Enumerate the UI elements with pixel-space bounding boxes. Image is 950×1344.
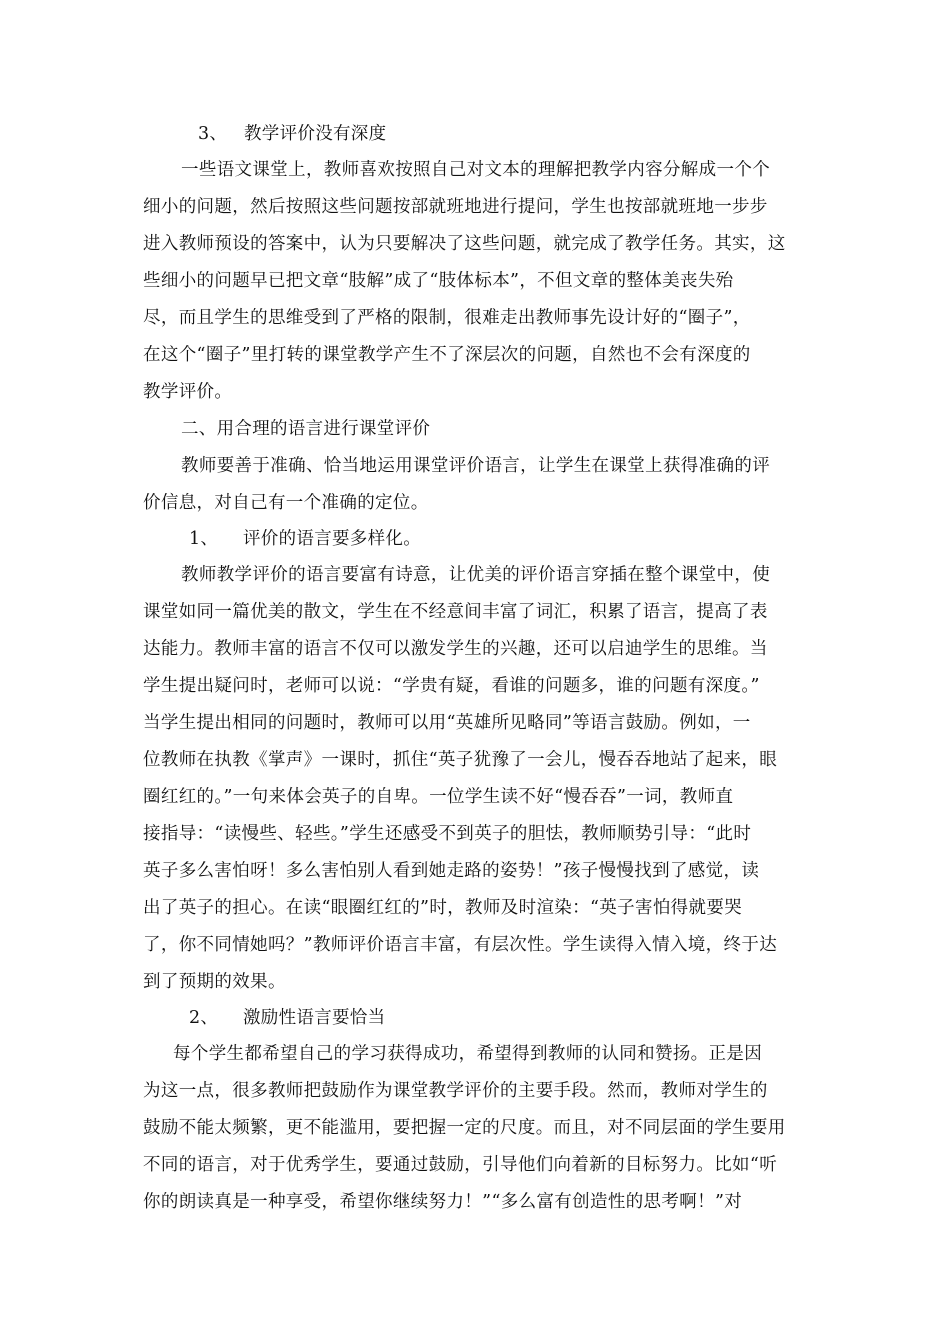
paragraph-line: 为这一点，很多教师把鼓励作为课堂教学评价的主要手段。然而，教师对学生的	[143, 1081, 768, 1101]
section-number: 1、	[189, 529, 219, 549]
paragraph-line: 每个学生都希望自己的学习获得成功，希望得到教师的认同和赞扬。正是因	[173, 1044, 763, 1064]
paragraph-line: 在这个“圈子”里打转的课堂教学产生不了深层次的问题，自然也不会有深度的	[143, 345, 751, 365]
paragraph-line: 尽，而且学生的思维受到了严格的限制，很难走出教师事先设计好的“圈子”，	[143, 308, 751, 328]
paragraph-line: 价信息，对自己有一个准确的定位。	[143, 493, 429, 513]
paragraph-line: 不同的语言，对于优秀学生，要通过鼓励，引导他们向着新的目标努力。比如“听	[143, 1155, 778, 1175]
paragraph-line: 英子多么害怕呀！多么害怕别人看到她走路的姿势！”孩子慢慢找到了感觉，读	[143, 861, 760, 881]
paragraph-line: 位教师在执教《掌声》一课时，抓住“英子犹豫了一会儿，慢吞吞地站了起来，眼	[143, 750, 778, 770]
paragraph-line: 些细小的问题早已把文章“肢解”成了“肢体标本”，不但文章的整体美丧失殆	[143, 271, 734, 291]
paragraph-line: 进入教师预设的答案中，认为只要解决了这些问题，就完成了教学任务。其实，这	[143, 234, 786, 254]
paragraph-line: 一些语文课堂上，教师喜欢按照自己对文本的理解把教学内容分解成一个个	[181, 160, 771, 180]
paragraph-line: 课堂如同一篇优美的散文，学生在不经意间丰富了词汇，积累了语言，提高了表	[143, 602, 768, 622]
paragraph-line: 学生提出疑问时，老师可以说：“学贵有疑，看谁的问题多，谁的问题有深度。”	[143, 676, 760, 696]
section-2-heading	[189, 1000, 853, 1037]
paragraph-line: 你的朗读真是一种享受，希望你继续努力！”“多么富有创造性的思考啊！”对	[143, 1192, 743, 1212]
section-1-heading	[189, 521, 853, 558]
section-3-heading	[198, 116, 862, 153]
section-title: 教学评价没有深度	[244, 124, 387, 144]
paragraph-line: 圈红红的。”一句来体会英子的自卑。一位学生读不好“慢吞吞”一词，教师直	[143, 787, 734, 807]
section-title: 激励性语言要恰当	[243, 1008, 386, 1028]
part-2-heading: 二、用合理的语言进行课堂评价	[181, 419, 431, 439]
paragraph-line: 教学评价。	[143, 382, 233, 402]
paragraph-line: 达能力。教师丰富的语言不仅可以激发学生的兴趣，还可以启迪学生的思维。当	[143, 639, 768, 659]
paragraph-line: 了，你不同情她吗？”教师评价语言丰富，有层次性。学生读得入情入境，终于达	[143, 935, 778, 955]
paragraph-line: 教师教学评价的语言要富有诗意，让优美的评价语言穿插在整个课堂中，使	[181, 565, 771, 585]
paragraph-line: 鼓励不能太频繁，更不能滥用，要把握一定的尺度。而且，对不同层面的学生要用	[143, 1118, 786, 1138]
section-number: 3、	[198, 124, 228, 144]
section-title: 评价的语言要多样化。	[243, 529, 421, 549]
paragraph-line: 接指导：“读慢些、轻些。”学生还感受不到英子的胆怯，教师顺势引导：“此时	[143, 824, 752, 844]
paragraph-line: 教师要善于准确、恰当地运用课堂评价语言，让学生在课堂上获得准确的评	[181, 456, 771, 476]
paragraph-line: 出了英子的担心。在读“眼圈红红的”时，教师及时渲染：“英子害怕得就要哭	[143, 898, 743, 918]
section-number: 2、	[189, 1008, 219, 1028]
paragraph-line: 到了预期的效果。	[143, 972, 286, 992]
paragraph-line: 当学生提出相同的问题时，教师可以用“英雄所见略同”等语言鼓励。例如，一	[143, 713, 751, 733]
paragraph-line: 细小的问题，然后按照这些问题按部就班地进行提问，学生也按部就班地一步步	[143, 197, 768, 217]
